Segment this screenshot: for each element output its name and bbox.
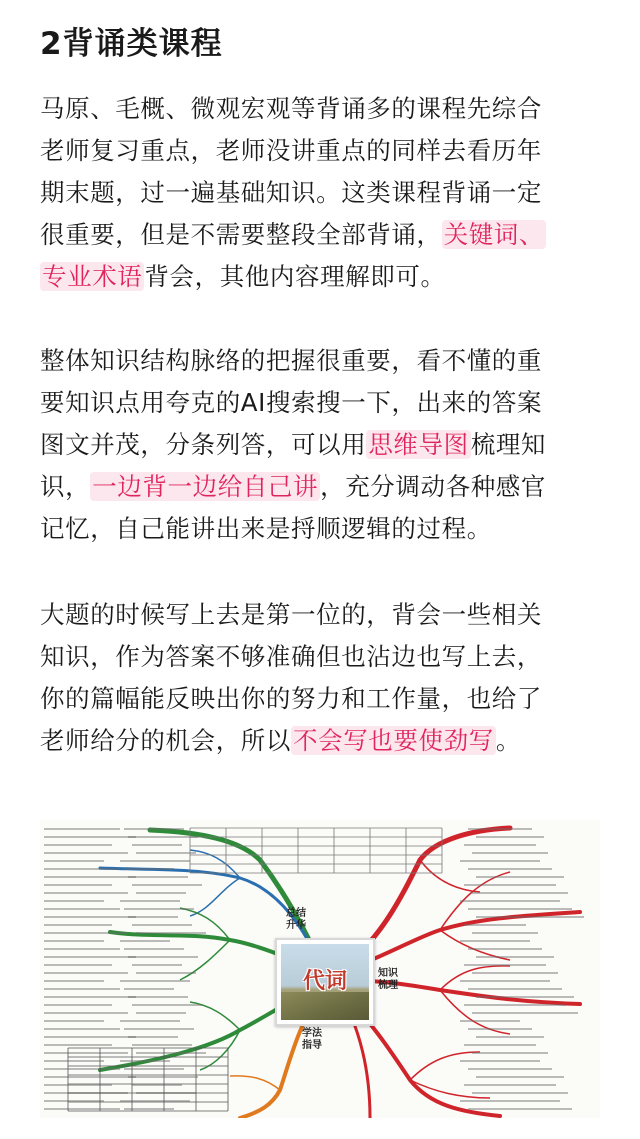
- mindmap-text-line: [460, 940, 530, 942]
- mindmap-text-line: [124, 1108, 174, 1110]
- mindmap-text-line: [44, 1108, 120, 1110]
- text-run: 很重要，但是不需要整段全部背诵，: [40, 220, 442, 249]
- mindmap-text-line: [468, 988, 562, 990]
- paragraph-line: 记忆，自己能讲出来是捋顺逻辑的过程。: [40, 514, 492, 543]
- paragraph-line: [40, 214, 606, 256]
- mindmap-text-line: [464, 844, 536, 846]
- paragraph-line: [40, 466, 606, 508]
- mindmap-text-line: [136, 1012, 186, 1014]
- mindmap-text-line: [464, 1044, 536, 1046]
- text-run: 梳理知: [470, 430, 547, 459]
- mindmap-text-line: [44, 1036, 136, 1038]
- mindmap-text-line: [44, 884, 112, 886]
- mindmap-text-line: [120, 900, 180, 902]
- mindmap-text-line: [468, 1068, 552, 1070]
- paragraph-2: [40, 340, 606, 550]
- paragraph-3: [40, 594, 606, 762]
- mindmap-text-line: [44, 1004, 112, 1006]
- mindmap-text-line: [120, 980, 190, 982]
- mindmap-text-line: [464, 884, 556, 886]
- mindmap-text-line: [44, 1028, 120, 1030]
- text-run: 。: [495, 726, 521, 755]
- branch-label-knowledge: [378, 968, 398, 992]
- mindmap-text-line: [136, 1052, 206, 1054]
- mindmap-image: [40, 820, 600, 1118]
- mindmap-text-line: [120, 860, 190, 862]
- mindmap-text-line: [124, 828, 184, 830]
- mindmap-text-line: [44, 900, 104, 902]
- paragraph-line: [40, 720, 606, 762]
- mindmap-text-line: [124, 868, 174, 870]
- mindmap-text-line: [460, 1020, 520, 1022]
- mindmap-text-line: [44, 1020, 104, 1022]
- paragraph-line: [40, 424, 606, 466]
- mindmap-text-line: [120, 1020, 180, 1022]
- text-run: ，充分调动各种感官: [320, 472, 547, 501]
- mindmap-text-line: [476, 916, 584, 918]
- text-run: 图文并茂，分条列答，可以用: [40, 430, 367, 459]
- mindmap-text-line: [124, 988, 174, 990]
- mindmap-text-line: [124, 1068, 184, 1070]
- branch-label-text: 知识 梳理: [378, 968, 398, 991]
- paragraph-line: 马原、毛概、微观宏观等背诵多的课程先综合: [40, 94, 542, 123]
- branch-label-method: [302, 1028, 322, 1052]
- mindmap-text-line: [132, 884, 202, 886]
- mindmap-text-line: [120, 940, 170, 942]
- mindmap-text-line: [44, 956, 136, 958]
- text-run: 背会，其他内容理解即可。: [144, 262, 446, 291]
- highlight-self-explain: 一边背一边给自己讲: [92, 472, 319, 501]
- mindmap-text-line: [44, 996, 136, 998]
- mindmap-text-line: [472, 1012, 578, 1014]
- mindmap-center-tile: [275, 938, 375, 1026]
- mindmap-text-line: [44, 948, 120, 950]
- mindmap-text-line: [476, 876, 564, 878]
- paragraph-line: 老师复习重点，老师没讲重点的同样去看历年: [40, 136, 542, 165]
- mindmap-text-line: [476, 956, 554, 958]
- mindmap-text-line: [44, 924, 112, 926]
- mindmap-text-line: [128, 916, 178, 918]
- branch-label-text: 总结 升华: [286, 908, 306, 931]
- mindmap-text-line: [44, 836, 136, 838]
- mindmap-text-line: [44, 892, 128, 894]
- mindmap-text-line: [136, 892, 186, 894]
- mindmap-text-line: [464, 964, 546, 966]
- mindmap-text-line: [44, 1012, 128, 1014]
- mindmap-text-line: [132, 844, 182, 846]
- paragraph-line: 你的篇幅能反映出你的努力和工作量，也给了: [40, 684, 542, 713]
- mindmap-center-word: 代词: [302, 968, 347, 994]
- mindmap-text-line: [44, 876, 136, 878]
- branch-label-text: 学法 指导: [302, 1028, 322, 1051]
- mindmap-text-line: [44, 980, 104, 982]
- mindmap-text-line: [128, 956, 198, 958]
- mindmap-text-line: [472, 852, 548, 854]
- mindmap-text-line: [44, 828, 120, 830]
- mindmap-text-line: [136, 852, 196, 854]
- mindmap-text-line: [124, 948, 184, 950]
- mindmap-text-line: [476, 1076, 564, 1078]
- mindmap-text-line: [44, 1060, 104, 1062]
- center-tile-hills: [281, 992, 369, 1020]
- paragraph-line: 要知识点用夸克的AI搜索搜一下，出来的答案: [40, 388, 543, 417]
- paragraph-line: [40, 256, 606, 298]
- mindmap-text-line: [132, 1004, 202, 1006]
- mindmap-text-line: [44, 1052, 128, 1054]
- mindmap-text-line: [476, 1036, 544, 1038]
- mindmap-text-line: [44, 908, 120, 910]
- branch-label-summary: [286, 908, 306, 932]
- mindmap-text-line: [44, 972, 128, 974]
- mindmap-text-line: [460, 860, 540, 862]
- mindmap-text-line: [468, 828, 532, 830]
- highlight-mindmap: 思维导图: [368, 430, 469, 459]
- mindmap-text-line: [468, 1028, 532, 1030]
- mindmap-text-line: [44, 868, 120, 870]
- text-run: 识，: [40, 472, 91, 501]
- mindmap-text-line: [128, 836, 198, 838]
- mindmap-text-line: [472, 1092, 568, 1094]
- mindmap-text-line: [136, 932, 206, 934]
- paragraph-line: 期末题，过一遍基础知识。这类课程背诵一定: [40, 178, 542, 207]
- mindmap-text-line: [44, 1068, 120, 1070]
- mindmap-text-line: [476, 996, 574, 998]
- mindmap-text-line: [124, 1028, 194, 1030]
- mindmap-text-line: [460, 1060, 540, 1062]
- mindmap-text-line: [472, 932, 538, 934]
- paragraph-line: 大题的时候写上去是第一位的，背会一些相关: [40, 600, 542, 629]
- mindmap-text-line: [128, 1076, 198, 1078]
- section-heading: 2背诵类课程: [40, 26, 223, 62]
- highlight-terms: 专业术语: [42, 262, 143, 291]
- mindmap-text-line: [464, 1084, 556, 1086]
- mindmap-text-line: [468, 948, 542, 950]
- mindmap-text-line: [44, 988, 120, 990]
- mindmap-text-line: [476, 836, 544, 838]
- mindmap-text-line: [472, 1052, 548, 1054]
- mindmap-text-line: [44, 852, 128, 854]
- paragraph-line: 知识，作为答案不够准确但也沾边也写上去，: [40, 642, 542, 671]
- paragraph-1: [40, 88, 606, 298]
- mindmap-text-line: [128, 996, 188, 998]
- mindmap-text-line: [120, 1060, 170, 1062]
- mindmap-text-line: [468, 868, 552, 870]
- mindmap-text-line: [460, 1100, 560, 1102]
- mindmap-text-line: [128, 876, 188, 878]
- mindmap-text-line: [464, 924, 526, 926]
- mindmap-text-line: [44, 1076, 136, 1078]
- highlight-keywords: 关键词、: [443, 220, 545, 249]
- mindmap-text-line: [468, 908, 572, 910]
- mindmap-text-line: [460, 980, 550, 982]
- paragraph-line: 整体知识结构脉络的把握很重要，看不懂的重: [40, 346, 542, 375]
- mindmap-text-line: [472, 892, 568, 894]
- mindmap-text-line: [132, 1044, 192, 1046]
- mindmap-text-line: [468, 1108, 572, 1110]
- mindmap-text-line: [44, 940, 104, 942]
- mindmap-text-line: [44, 964, 112, 966]
- mindmap-text-line: [44, 916, 136, 918]
- mindmap-text-line: [124, 908, 194, 910]
- mindmap-text-line: [44, 844, 112, 846]
- mindmap-text-line: [44, 932, 128, 934]
- mindmap-text-line: [132, 924, 192, 926]
- mindmap-text-line: [472, 972, 558, 974]
- highlight-write-anyway: 不会写也要使劲写: [293, 726, 494, 755]
- mindmap-text-line: [44, 860, 104, 862]
- mindmap-text-line: [44, 1044, 112, 1046]
- mindmap-text-line: [132, 964, 182, 966]
- mindmap-text-line: [136, 972, 196, 974]
- mindmap-text-line: [128, 1036, 178, 1038]
- mindmap-text-line: [464, 1004, 566, 1006]
- text-run: 老师给分的机会，所以: [40, 726, 291, 755]
- mindmap-text-line: [460, 900, 560, 902]
